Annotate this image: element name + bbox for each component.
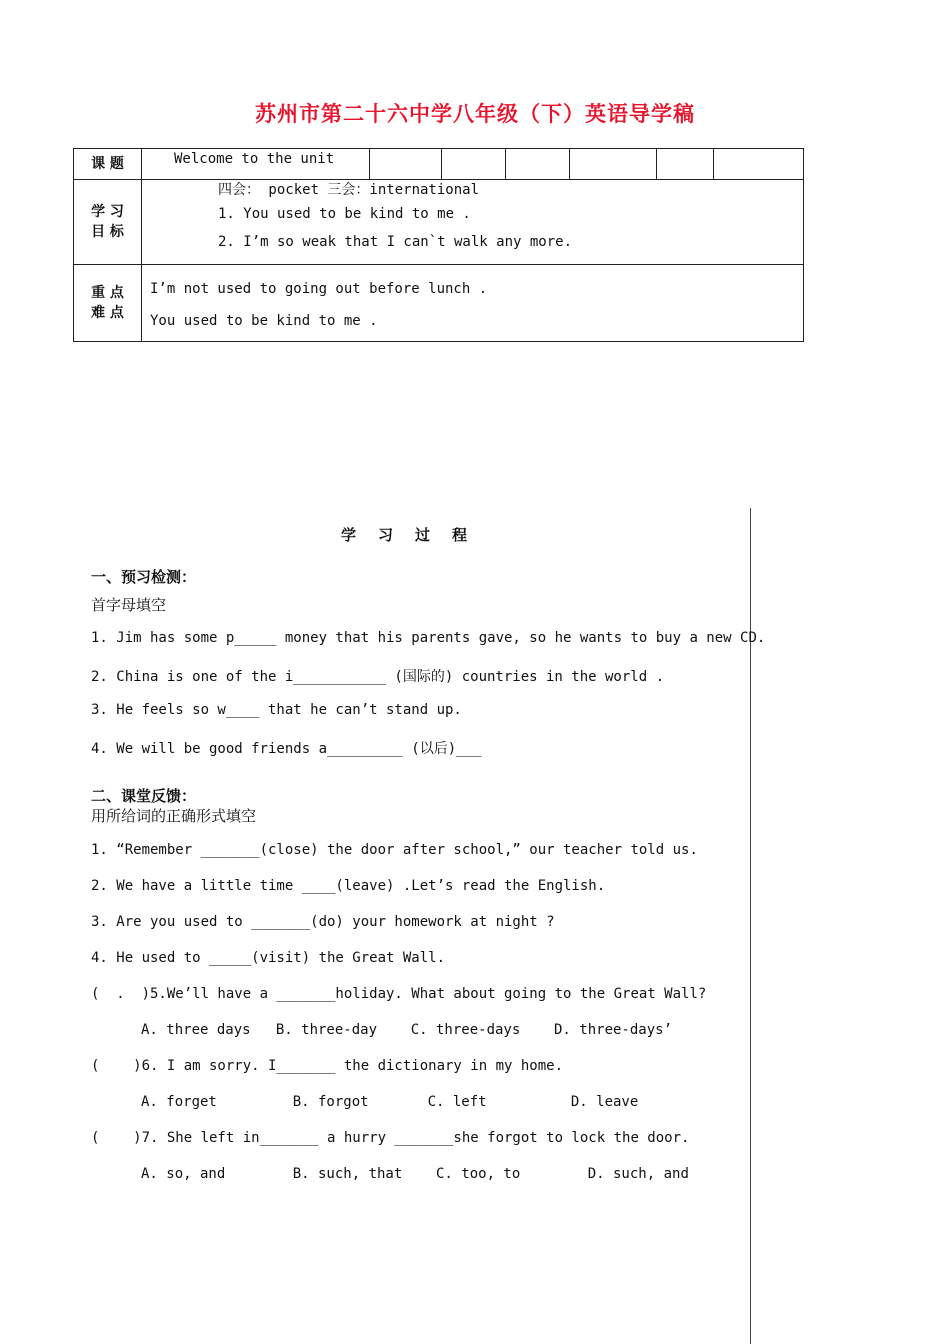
key-label-line2: 难 点	[91, 305, 124, 321]
mc-options-6: A. forget B. forgot C. left D. leave	[141, 1094, 639, 1110]
section1-item: 4. We will be good friends a_________ (以后)___	[91, 741, 482, 757]
key-point-2: You used to be kind to me .	[150, 313, 378, 329]
goals-item-1: 1. You used to be kind to me .	[218, 206, 471, 222]
mc-question-7: ( )7. She left in_______ a hurry _______she forgot to lock the door.	[91, 1130, 690, 1146]
mc-question-5: ( . )5.We’ll have a _______holiday. What about going to the Great Wall?	[91, 986, 707, 1002]
empty-cell	[442, 149, 506, 180]
goals-item-2: 2. I’m so weak that I can`t walk any more.	[218, 234, 573, 250]
mc-options-7: A. so, and B. such, that C. too, to D. such, and	[141, 1166, 689, 1182]
key-points-content	[142, 265, 804, 342]
document-title: 苏州市第二十六中学八年级（下）英语导学稿	[255, 102, 695, 126]
section2-item: 3. Are you used to _______(do) your homework at night ?	[91, 914, 555, 930]
section1-heading: 一、预习检测：	[91, 568, 197, 586]
key-point-1: I’m not used to going out before lunch .	[150, 281, 488, 297]
process-title: 学习过程	[340, 526, 489, 544]
key-label-line1: 重 点	[91, 285, 124, 301]
goals-content	[142, 180, 804, 265]
topic-label: 课 题	[74, 149, 142, 180]
section2-item: 1. “Remember _______(close) the door after school,” our teacher told us.	[91, 842, 698, 858]
section1-instruction: 首字母填空	[91, 596, 167, 614]
section1-item: 2. China is one of the i___________ (国际的) countries in the world .	[91, 669, 665, 685]
section2-instruction: 用所给词的正确形式填空	[91, 807, 257, 825]
key-points-label	[74, 265, 142, 342]
empty-cell	[570, 149, 657, 180]
section2-heading: 二、课堂反馈：	[91, 787, 197, 805]
lesson-info-table	[73, 148, 804, 342]
empty-cell	[657, 149, 714, 180]
empty-cell	[370, 149, 442, 180]
goals-label-line2: 目 标	[91, 224, 124, 240]
section2-item: 4. He used to _____(visit) the Great Wall.	[91, 950, 446, 966]
goals-label	[74, 180, 142, 265]
section1-item: 3. He feels so w____ that he can’t stand up.	[91, 702, 462, 718]
mc-options-5: A. three days B. three-day C. three-days D. three-days’	[141, 1022, 673, 1038]
goals-label-line1: 学 习	[91, 204, 124, 220]
section2-item: 2. We have a little time ____(leave) .Let’s read the English.	[91, 878, 606, 894]
topic-value: Welcome to the unit	[142, 149, 370, 180]
empty-cell	[714, 149, 804, 180]
goals-vocab: 四会： pocket 三会：international	[218, 182, 480, 198]
mc-question-6: ( )6. I am sorry. I_______ the dictionary in my home.	[91, 1058, 564, 1074]
empty-cell	[506, 149, 570, 180]
section1-item: 1. Jim has some p_____ money that his parents gave, so he wants to buy a new CD.	[91, 630, 766, 646]
